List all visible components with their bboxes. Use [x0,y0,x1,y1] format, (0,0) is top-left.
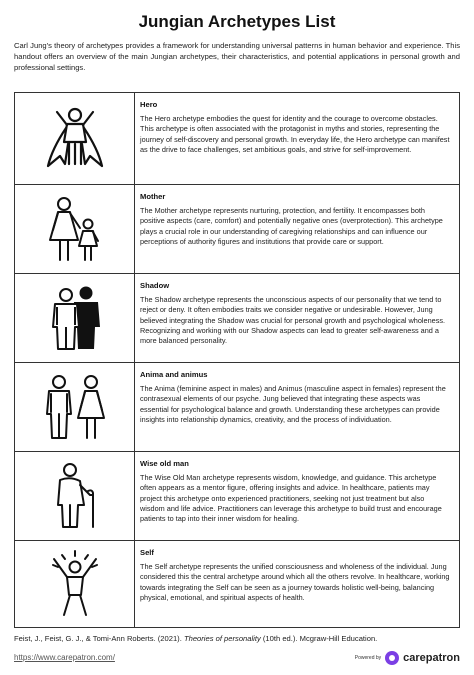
archetype-title: Shadow [140,281,170,290]
archetype-description: The Shadow archetype represents the unconscious aspects of our personality that we tend to reject or deny. It often embodies traits we consider negative or undesirable. However, Jung believed integrating the Shadow was crucial for personal growth and psychological wholeness. Recognizing and working with our Shadow aspects can lead to greater self-awareness and a more balanced personality. [140,295,446,346]
reference-book-title: Theories of personality [183,634,261,643]
archetype-title: Self [140,548,154,557]
carepatron-logo-icon [385,651,399,665]
archetype-row-shadow [15,274,459,363]
hero-caped-figure-icon [40,104,110,174]
man-and-woman-icon [40,372,110,442]
archetype-row-mother [15,185,459,274]
intro-paragraph: Carl Jung's theory of archetypes provides a framework for understanding universal patterns in human behavior and experience. This handout offers an overview of the main Jungian archetypes, their characteristics, and potential applications in personal growth and professional settings. [14,41,460,73]
reference-details: (10th ed.). Mcgraw-Hill Education. [262,634,378,643]
archetype-title: Hero [140,100,158,109]
reference-citation [14,634,377,643]
archetype-description: The Wise Old Man archetype represents wisdom, knowledge, and guidance. This archetype often appears as a mentor figure, offering insights and advice. In healthcare, patients may project this archetype onto experienced practitioners, seeking not just treatment but also wisdom and life advice. Practitioners can leverage this archetype to build trust and encourage patients to tap into their inner wisdom for healing. [140,473,442,524]
carepatron-brand: carepatron [403,652,460,664]
shadow-figures-icon [40,283,110,353]
archetype-description: The Self archetype represents the unified consciousness and wholeness of the individual. Jung considered this the central archetype around which all the others revolve. In healthcare, working towards integrating the Self can be seen as a journey towards holistic well-being, balancing physical, emotional, and spiritual aspects of health. [140,562,450,602]
archetype-description: The Anima (feminine aspect in males) and Animus (masculine aspect in females) represent the contrasexual elements of our psyche. Jung believed that integrating these aspects was essential for psychological balance and growth. Understanding these archetypes can provide insights into relationship dynamics, creativity, and the process of individuation. [140,384,446,424]
page-title: Jungian Archetypes List [138,12,336,31]
archetype-description: The Hero archetype embodies the quest for identity and the courage to overcome obstacles. This archetype is often associated with the protagonist in myths and stories, representing the journey of self-discovery and personal growth. In everyday life, the Hero archetype can manifest as the drive to face challenges, set ambitious goals, and strive for self-improvement. [140,114,450,154]
archetype-title: Wise old man [140,459,189,468]
mother-and-child-icon [40,194,110,264]
archetype-row-hero [15,93,459,185]
archetype-title: Anima and animus [140,370,208,379]
powered-by-label: Powered by [354,655,382,661]
radiant-figure-icon [40,549,110,619]
powered-by-badge [355,651,460,665]
carepatron-link[interactable]: https://www.carepatron.com/ [14,653,115,662]
archetype-row-wise-old-man [15,452,459,541]
archetypes-table [14,92,460,628]
elderly-man-with-cane-icon [40,461,110,531]
archetype-row-self [15,541,459,627]
reference-authors: Feist, J., Feist, G. J., & Tomi-Ann Roberts. (2021). [14,634,182,643]
archetype-row-anima-animus [15,363,459,452]
archetype-description: The Mother archetype represents nurturing, protection, and fertility. It encompasses both positive aspects (care, comfort) and potentially negative ones (overprotection). This archetype plays a crucial role in our understanding of caregiving relationships and can influence our perceptions of authority figures and institutions that provide care or support. [140,206,443,246]
archetype-title: Mother [140,192,166,201]
